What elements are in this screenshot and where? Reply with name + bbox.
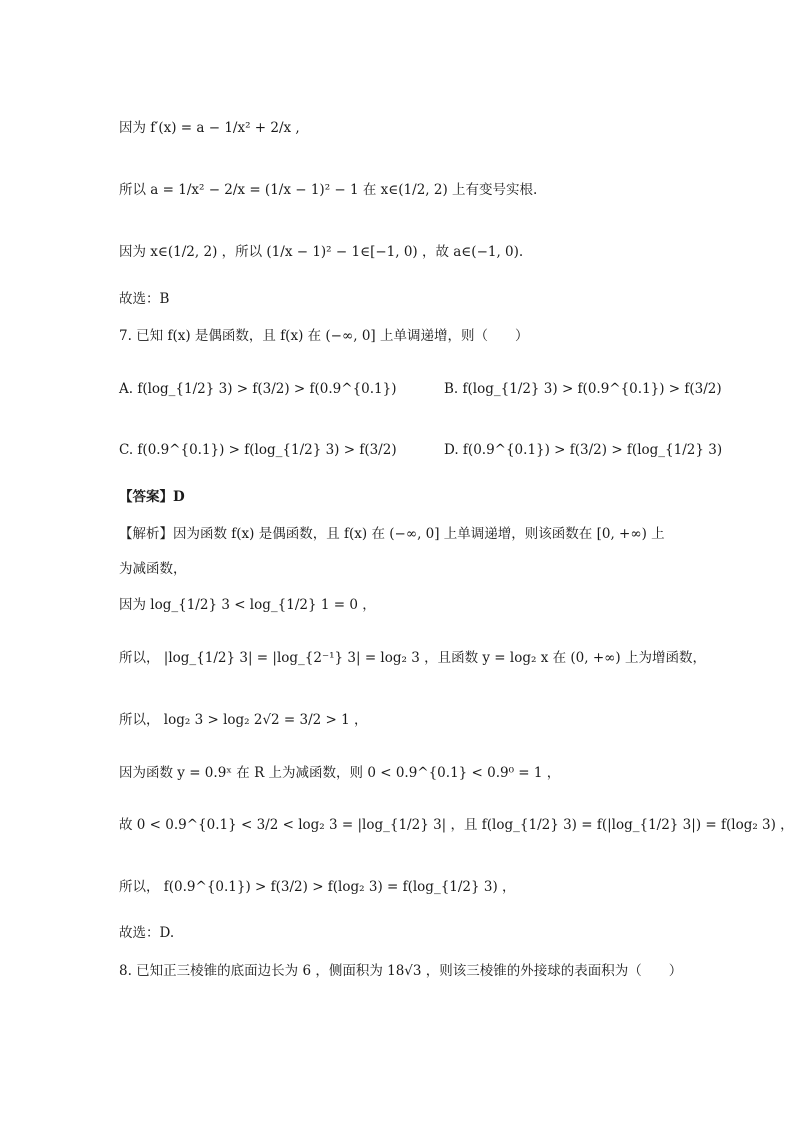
choice-b: B. f(log_{1/2} 3) > f(0.9^{0.1}) > f(3/2) bbox=[444, 381, 722, 397]
text-line: 故 0 < 0.9^{0.1} < 3/2 < log₂ 3 = |log_{1/2} 3| ，且 f(log_{1/2} 3) = f(|log_{1/2} 3|) = f(log₂ 3) ， bbox=[119, 817, 794, 833]
choice-a: A. f(log_{1/2} 3) > f(3/2) > f(0.9^{0.1}) bbox=[119, 381, 397, 397]
text-line: 因为函数 y = 0.9ˣ 在 R 上为减函数，则 0 < 0.9^{0.1} < 0.9⁰ = 1 ， bbox=[119, 765, 561, 781]
text-line: 所以， |log_{1/2} 3| = |log_{2⁻¹} 3| = log₂ 3 ，且函数 y = log₂ x 在 (0, +∞) 上为增函数， bbox=[119, 650, 706, 666]
text-line: 因为 f′(x) = a − 1/x² + 2/x , bbox=[119, 120, 300, 136]
choice-d: D. f(0.9^{0.1}) > f(3/2) > f(log_{1/2} 3) bbox=[444, 442, 723, 458]
text-line: 因为 x∈(1/2, 2) ，所以 (1/x − 1)² − 1∈[−1, 0) ，故 a∈(−1, 0). bbox=[119, 244, 524, 260]
question-7: 7. 已知 f(x) 是偶函数，且 f(x) 在 (−∞, 0] 上单调递增，则（ ） bbox=[119, 328, 529, 344]
text-line: 所以， log₂ 3 > log₂ 2√2 = 3/2 > 1 ， bbox=[119, 712, 368, 728]
answer-label: 【答案】D bbox=[119, 489, 185, 505]
question-8: 8. 已知正三棱锥的底面边长为 6 ，侧面积为 18√3 ，则该三棱锥的外接球的表面积为（ ） bbox=[119, 963, 683, 979]
text-line: 故选：D. bbox=[119, 925, 175, 941]
text-line: 为减函数， bbox=[119, 561, 187, 577]
analysis-line: 【解析】因为函数 f(x) 是偶函数，且 f(x) 在 (−∞, 0] 上单调递增，则该函数在 [0, +∞) 上 bbox=[119, 526, 665, 542]
text-line: 所以， f(0.9^{0.1}) > f(3/2) > f(log₂ 3) = f(log_{1/2} 3) ， bbox=[119, 879, 516, 895]
text-line: 故选：B bbox=[119, 291, 170, 307]
text-line: 所以 a = 1/x² − 2/x = (1/x − 1)² − 1 在 x∈(1/2, 2) 上有变号实根. bbox=[119, 182, 538, 198]
choice-c: C. f(0.9^{0.1}) > f(log_{1/2} 3) > f(3/2) bbox=[119, 442, 397, 458]
text-line: 因为 log_{1/2} 3 < log_{1/2} 1 = 0 ， bbox=[119, 597, 376, 613]
